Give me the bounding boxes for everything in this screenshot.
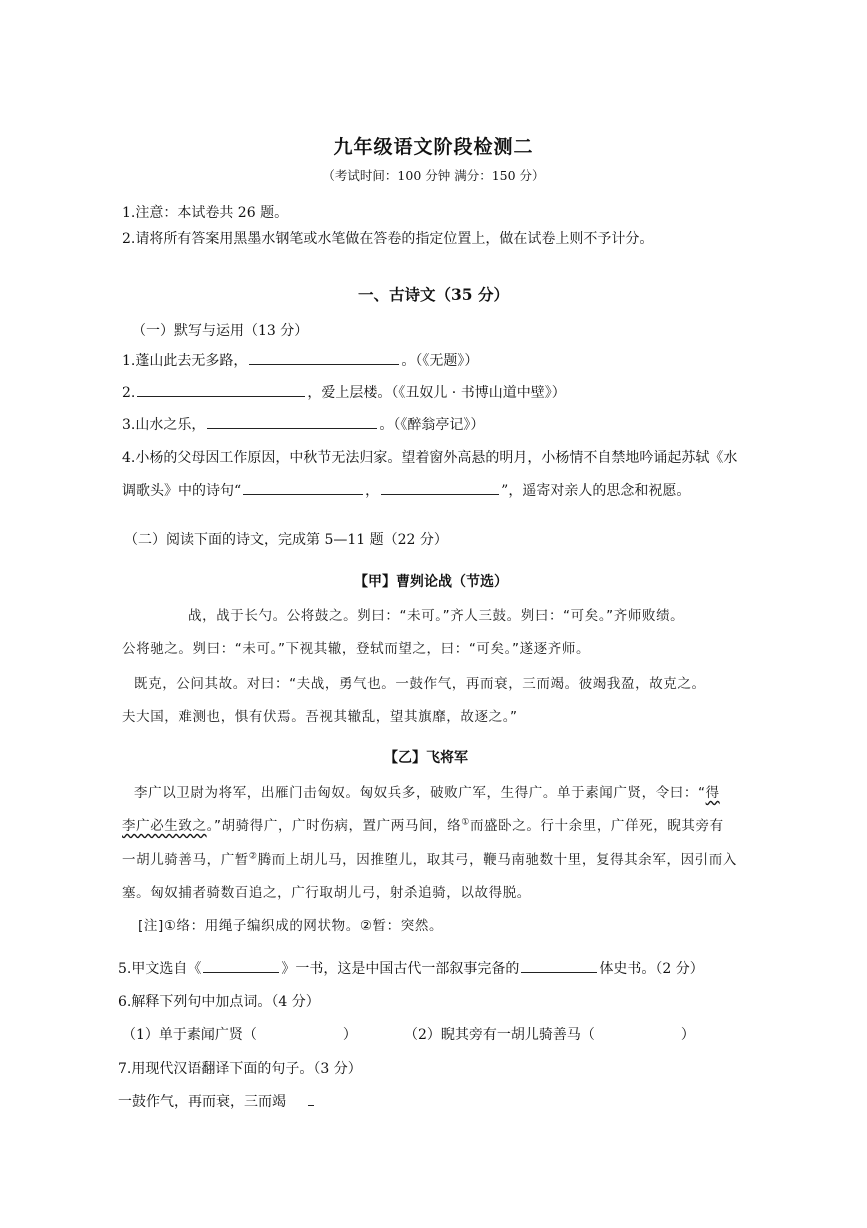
q4-text-b: ，: [365, 483, 380, 499]
footnote-mark-2: ②: [248, 851, 258, 862]
q4-text-a: 调歌头》中的诗句“: [122, 483, 242, 499]
section-title: 一、古诗文（35 分）: [358, 285, 509, 304]
passage-yi-title: 【乙】飞将军: [384, 750, 468, 766]
question-7-sentence: [118, 1091, 316, 1111]
passage-jia-title: 【甲】曹刿论战（节选）: [354, 574, 508, 590]
passage-jia-line3: 既克，公问其故。对曰：“夫战，勇气也。一鼓作气，再而衰，三而竭。彼竭我盈，故克之。: [134, 676, 706, 692]
yi-l2-a: 李广必生致之: [122, 818, 207, 834]
question-4-line2: [122, 480, 690, 500]
q3-prefix: 3.山水之乐，: [122, 417, 206, 433]
q2-prefix: 2.: [122, 385, 136, 401]
answer-blank[interactable]: [203, 958, 279, 973]
q6-1-text: （1）单于素闻广贤（: [122, 1027, 257, 1043]
passage-jia-line4: 夫大国，难测也，惧有伏焉。吾视其辙乱，望其旗靡，故逐之。”: [122, 709, 518, 725]
answer-blank[interactable]: [308, 1091, 314, 1106]
passage-yi-note: [注]①络：用绳子编织成的网状物。②暂：突然。: [138, 918, 444, 934]
yi-l1-a: 李广以卫尉为将军，出雁门击匈奴。匈奴兵多，破败广军，生得广。单于素闻广贤，令曰：“: [134, 785, 706, 801]
q5-text-a: 5.甲文选自《: [118, 961, 202, 977]
note-2: 2.请将所有答案用黑墨水钢笔或水笔做在答卷的指定位置上，做在试卷上则不予计分。: [122, 231, 654, 247]
passage-yi-line4: 塞。匈奴捕者骑数百追之，广行取胡儿弓，射杀追骑，以故得脱。: [122, 885, 531, 901]
q6-2-close: ）: [680, 1027, 695, 1043]
question-5: [118, 958, 704, 978]
q1-prefix: 1.蓬山此去无多路，: [122, 353, 248, 369]
question-6-2: [404, 1024, 695, 1044]
q1-suffix: 。（《无题》）: [401, 353, 479, 369]
answer-blank[interactable]: [137, 382, 305, 397]
question-6-1: [122, 1024, 357, 1044]
yi-l1-b: 得: [705, 785, 720, 801]
q6-2-text: （2）睨其旁有一胡儿骑善马（: [404, 1027, 595, 1043]
answer-blank[interactable]: [207, 414, 377, 429]
question-4-line1: 4.小杨的父母因工作原因，中秋节无法归家。望着窗外高悬的明月，小杨情不自禁地吟诵起苏轼《水: [122, 450, 738, 466]
jia-p1-pre: 战，战于长勺。: [188, 608, 287, 624]
question-3: [122, 414, 484, 434]
yi-l2-c: 而盛卧之。行十余里，广佯死，睨其旁有: [469, 818, 724, 834]
question-6: 6.解释下列句中加点词。（4 分）: [118, 994, 320, 1010]
q5-text-c: 体史书。（2 分）: [599, 961, 704, 977]
part2-title: （二）阅读下面的诗文，完成第 5—11 题（22 分）: [124, 532, 448, 548]
jia-p1-rest: 公将鼓之。刿曰：“未可。”齐人三鼓。刿曰：“可矣。”齐师败绩。: [286, 608, 685, 624]
q2-suffix: ，爱上层楼。（《丑奴儿 · 书博山道中壁》）: [307, 385, 566, 401]
question-1: [122, 350, 478, 370]
q3-suffix: 。（《醉翁亭记》）: [379, 417, 485, 433]
passage-yi-line1: [134, 781, 720, 801]
answer-blank[interactable]: [249, 350, 399, 365]
yi-l3-a: 一胡儿骑善马，广暂: [122, 852, 249, 868]
note-1: 1.注意：本试卷共 26 题。: [122, 205, 289, 221]
part1-title: （一）默写与运用（13 分）: [132, 323, 309, 339]
answer-blank[interactable]: [243, 480, 363, 495]
passage-yi-line2: [122, 814, 724, 834]
passage-jia-line2: 公将驰之。刿曰：“未可。”下视其辙，登轼而望之，曰：“可矣。”遂逐齐师。: [122, 641, 591, 657]
passage-yi-line3: [122, 848, 737, 868]
answer-blank[interactable]: [521, 958, 597, 973]
q7-sentence-text: 一鼓作气，再而衰，三而竭: [118, 1094, 286, 1110]
page-title: 九年级语文阶段检测二: [333, 136, 534, 158]
q5-text-b: 》一书，这是中国古代一部叙事完备的: [281, 961, 520, 977]
answer-blank[interactable]: [381, 480, 499, 495]
question-2: [122, 382, 566, 402]
question-7: 7.用现代汉语翻译下面的句子。（3 分）: [118, 1061, 362, 1077]
passage-jia-line1: [188, 604, 684, 624]
yi-l3-b: 腾而上胡儿马，因推堕儿，取其弓，鞭马南驰数十里，复得其余军，因引而入: [257, 852, 737, 868]
yi-l2-b: 。”胡骑得广，广时伤病，置广两马间，络: [206, 818, 462, 834]
q4-text-c: ”，遥寄对亲人的思念和祝愿。: [501, 483, 691, 499]
q6-1-close: ）: [342, 1027, 357, 1043]
exam-info: （考试时间：100 分钟 满分：150 分）: [322, 168, 545, 183]
footnote-mark-1: ①: [461, 817, 470, 828]
